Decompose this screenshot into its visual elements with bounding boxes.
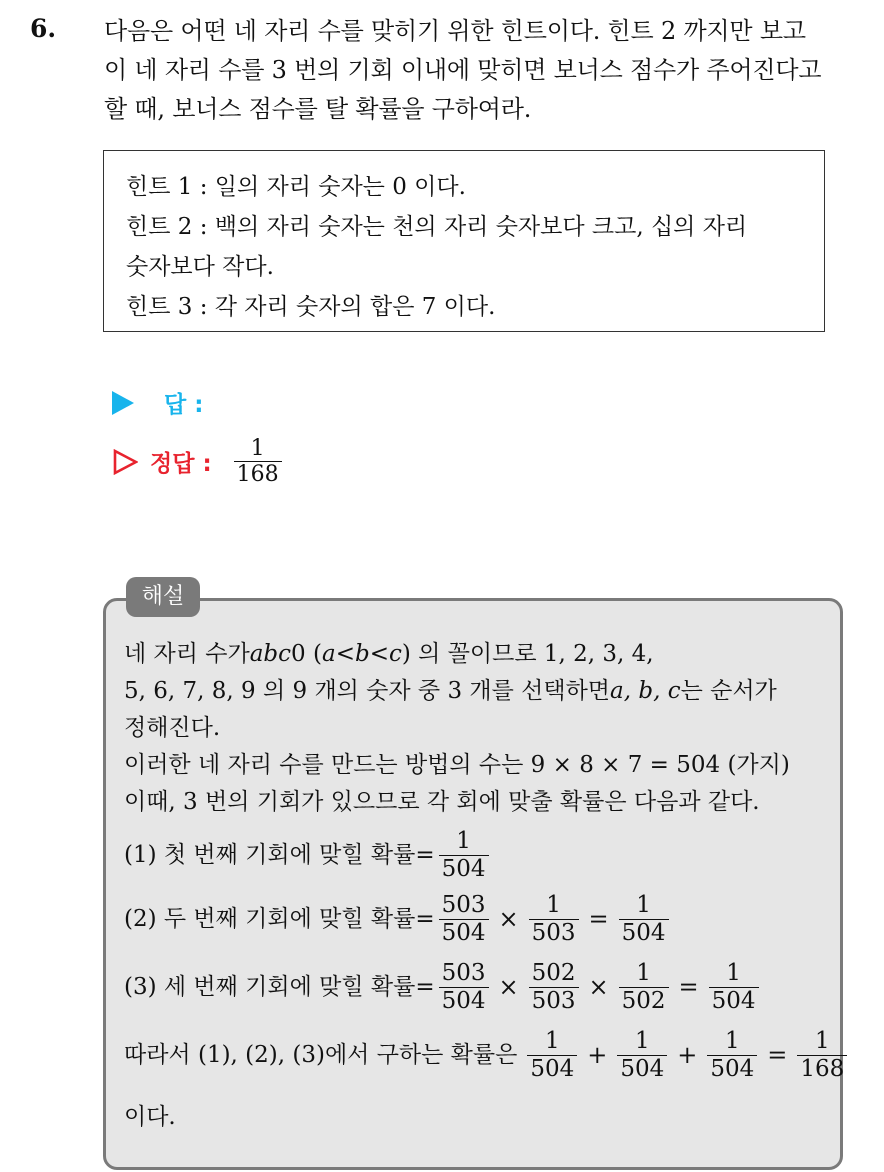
frac-num: 1 xyxy=(546,892,561,919)
question-line-1: 다음은 어떤 네 자리 수를 맞히기 위한 힌트이다. 힌트 2 까지만 보고 xyxy=(104,17,806,45)
sum-frac-1 xyxy=(527,1028,577,1082)
frac-num: 1 xyxy=(636,892,651,919)
frac-den: 503 xyxy=(529,987,579,1014)
frac-num: 1 xyxy=(634,1028,650,1055)
question-line-3: 할 때, 보너스 점수를 탈 확률을 구하여라. xyxy=(104,95,532,123)
sum-frac-3 xyxy=(707,1028,757,1082)
solution-line-4: 이러한 네 자리 수를 만드는 방법의 수는 9 × 8 × 7 = 504 (가지) xyxy=(124,752,790,778)
frac-den: 504 xyxy=(439,855,489,882)
hint-1: 힌트 1 : 일의 자리 숫자는 0 이다. xyxy=(126,174,466,200)
frac-den: 502 xyxy=(619,987,669,1014)
frac-den: 504 xyxy=(619,919,669,946)
solution-l1c: 0 ( xyxy=(291,641,322,667)
solution-end: 이다. xyxy=(124,1104,176,1130)
plus-sign: + xyxy=(587,1040,608,1069)
triangle-outline-icon xyxy=(112,449,138,475)
answer-label: 답 : xyxy=(164,392,204,418)
times-sign: × xyxy=(498,904,519,933)
solution-l1g: < xyxy=(369,641,389,667)
solution-l1e: < xyxy=(335,641,355,667)
correct-answer-row xyxy=(112,436,286,488)
case-2-label: (2) 두 번째 기회에 맞힐 확률= xyxy=(124,905,435,932)
solution-l1h: c xyxy=(388,641,402,667)
frac-den: 504 xyxy=(709,987,759,1014)
frac-num: 503 xyxy=(441,892,486,919)
frac-num: 1 xyxy=(544,1028,560,1055)
correct-answer-numerator: 1 xyxy=(250,436,265,461)
frac-num: 502 xyxy=(531,960,576,987)
sum-frac-result xyxy=(797,1028,847,1082)
equals-sign: = xyxy=(767,1040,788,1069)
solution-line-3: 정해진다. xyxy=(124,715,221,741)
sum-label: 따라서 (1), (2), (3)에서 구하는 확률은 xyxy=(124,1041,518,1068)
solution-l2a: 5, 6, 7, 8, 9 의 9 개의 숫자 중 3 개를 선택하면 xyxy=(124,678,611,704)
solution-l1f: b xyxy=(354,641,370,667)
case-2-frac-a xyxy=(439,892,489,946)
frac-den: 504 xyxy=(439,919,489,946)
solution-text xyxy=(124,636,845,1136)
case-3-frac-a xyxy=(439,960,489,1014)
hint-box xyxy=(103,150,825,332)
correct-answer-denominator: 168 xyxy=(234,461,282,487)
correct-answer-fraction xyxy=(234,436,282,488)
hint-2: 힌트 2 : 백의 자리 숫자는 천의 자리 숫자보다 크고, 십의 자리 xyxy=(126,214,748,240)
question-text xyxy=(104,12,864,129)
frac-num: 1 xyxy=(636,960,651,987)
frac-num: 1 xyxy=(456,828,471,855)
case-1-line xyxy=(124,825,836,885)
case-1-label: (1) 첫 번째 기회에 맞힐 확률= xyxy=(124,841,435,868)
hint-3: 힌트 3 : 각 자리 숫자의 합은 7 이다. xyxy=(126,294,496,320)
case-3-frac-c xyxy=(619,960,669,1014)
frac-den: 504 xyxy=(707,1055,757,1082)
solution-l2b: a, b, c xyxy=(610,678,681,704)
case-2-frac-b xyxy=(529,892,579,946)
solution-l1i: ) 의 꼴이므로 1, 2, 3, 4, xyxy=(401,641,654,667)
solution-tag: 해설 xyxy=(126,577,200,617)
case-2-line xyxy=(124,885,836,953)
frac-num: 1 xyxy=(724,1028,740,1055)
frac-num: 1 xyxy=(726,960,741,987)
case-3-frac-b xyxy=(529,960,579,1014)
solution-l2c: 는 순서가 xyxy=(680,678,777,704)
case-3-label: (3) 세 번째 기회에 맞힐 확률= xyxy=(124,973,435,1000)
solution-line-1 xyxy=(124,636,836,673)
sum-line xyxy=(124,1021,845,1089)
solution-l1a: 네 자리 수가 xyxy=(124,641,250,667)
frac-den: 504 xyxy=(527,1055,577,1082)
equals-sign: = xyxy=(588,904,609,933)
frac-den: 504 xyxy=(617,1055,667,1082)
frac-den: 168 xyxy=(797,1055,847,1082)
case-3-line xyxy=(124,953,836,1021)
solution-line-5: 이때, 3 번의 기회가 있으므로 각 회에 맞출 확률은 다음과 같다. xyxy=(124,789,760,815)
sum-frac-2 xyxy=(617,1028,667,1082)
case-3-frac-d xyxy=(709,960,759,1014)
case-2-frac-c xyxy=(619,892,669,946)
times-sign: × xyxy=(588,972,609,1001)
answer-row xyxy=(112,386,203,419)
frac-num: 1 xyxy=(815,1028,830,1055)
frac-den: 504 xyxy=(439,987,489,1014)
triangle-filled-icon xyxy=(112,391,134,415)
correct-answer-label: 정답 : xyxy=(150,451,212,478)
plus-sign: + xyxy=(677,1040,698,1069)
case-1-fraction xyxy=(439,828,489,882)
times-sign: × xyxy=(498,972,519,1001)
frac-num: 503 xyxy=(441,960,486,987)
hint-2-cont: 숫자보다 작다. xyxy=(126,254,274,280)
frac-den: 503 xyxy=(529,919,579,946)
question-line-2: 이 네 자리 수를 3 번의 기회 이내에 맞히면 보너스 점수가 주어진다고 xyxy=(104,56,822,84)
question-number: 6. xyxy=(30,14,57,43)
solution-line-2 xyxy=(124,673,836,710)
solution-l1d: a xyxy=(321,641,336,667)
solution-l1b: abc xyxy=(249,641,292,667)
equals-sign: = xyxy=(678,972,699,1001)
